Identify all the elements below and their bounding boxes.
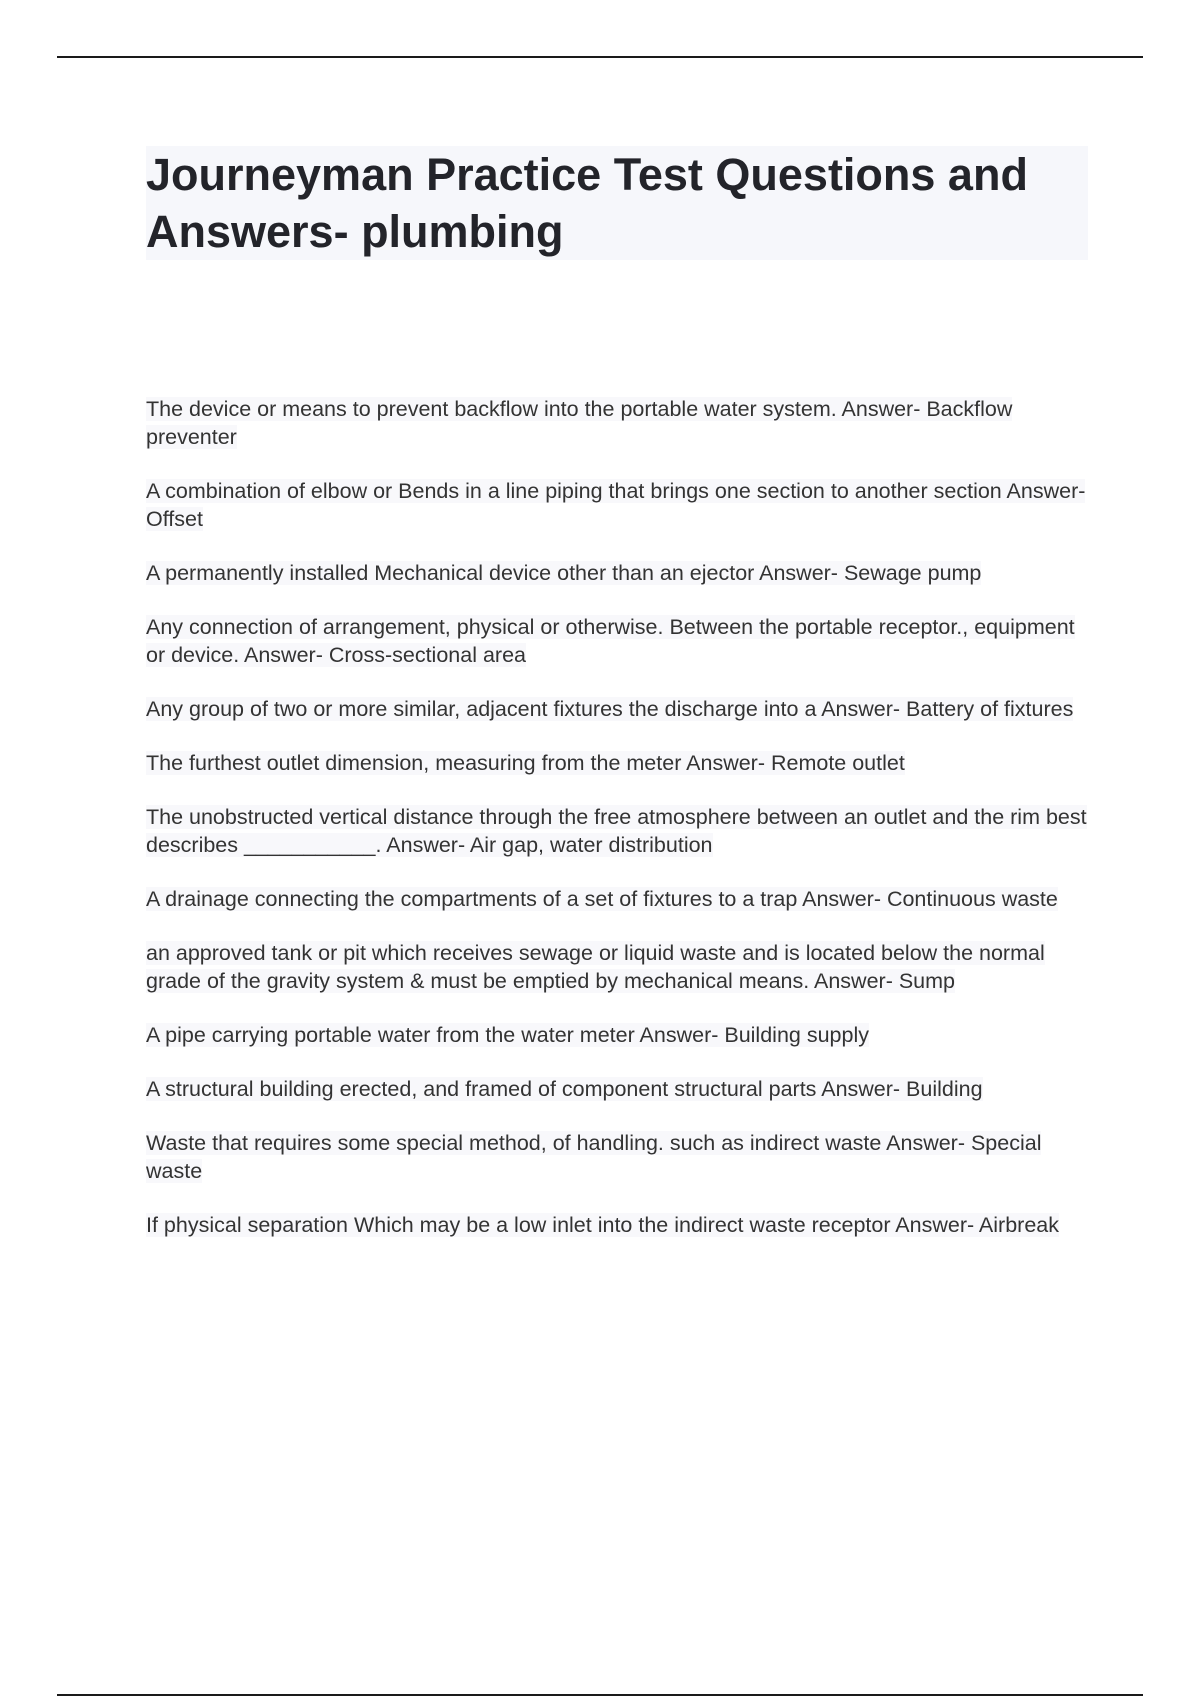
- qa-text: Waste that requires some special method, of handling. such as indirect waste Answer- Special waste: [146, 1131, 1042, 1183]
- qa-text: The unobstructed vertical distance through the free atmosphere between an outlet and the rim best describes ___________. Answer- Air gap, water distribution: [146, 805, 1087, 857]
- qa-item: [146, 1075, 1091, 1103]
- qa-item: [146, 477, 1091, 533]
- qa-text: A combination of elbow or Bends in a line piping that brings one section to another section Answer- Offset: [146, 479, 1086, 531]
- qa-text: The furthest outlet dimension, measuring from the meter Answer- Remote outlet: [146, 751, 905, 775]
- qa-item: [146, 749, 1091, 777]
- qa-text: an approved tank or pit which receives sewage or liquid waste and is located below the normal grade of the gravity system & must be emptied by mechanical means. Answer- Sump: [146, 941, 1045, 993]
- qa-item: [146, 559, 1091, 587]
- qa-item: [146, 1211, 1091, 1239]
- qa-text: A permanently installed Mechanical device other than an ejector Answer- Sewage pump: [146, 561, 982, 585]
- title-block: [146, 146, 1088, 260]
- top-rule: [57, 56, 1143, 58]
- page-title: Journeyman Practice Test Questions and Answers- plumbing: [146, 149, 1028, 257]
- qa-item: [146, 613, 1091, 669]
- qa-text: A structural building erected, and framed of component structural parts Answer- Building: [146, 1077, 983, 1101]
- qa-text: A pipe carrying portable water from the water meter Answer- Building supply: [146, 1023, 869, 1047]
- qa-item: [146, 1021, 1091, 1049]
- qa-text: Any group of two or more similar, adjacent fixtures the discharge into a Answer- Battery of fixtures: [146, 697, 1074, 721]
- qa-item: [146, 395, 1091, 451]
- qa-item: [146, 885, 1091, 913]
- qa-item: [146, 695, 1091, 723]
- qa-text: A drainage connecting the compartments of a set of fixtures to a trap Answer- Continuous waste: [146, 887, 1058, 911]
- qa-list: [146, 395, 1091, 1265]
- qa-text: The device or means to prevent backflow into the portable water system. Answer- Backflow preventer: [146, 397, 1013, 449]
- qa-item: [146, 803, 1091, 859]
- qa-item: [146, 939, 1091, 995]
- qa-text: Any connection of arrangement, physical or otherwise. Between the portable receptor., equipment or device. Answer- Cross-sectional area: [146, 615, 1075, 667]
- qa-text: If physical separation Which may be a low inlet into the indirect waste receptor Answer- Airbreak: [146, 1213, 1059, 1237]
- qa-item: [146, 1129, 1091, 1185]
- bottom-rule: [57, 1694, 1143, 1696]
